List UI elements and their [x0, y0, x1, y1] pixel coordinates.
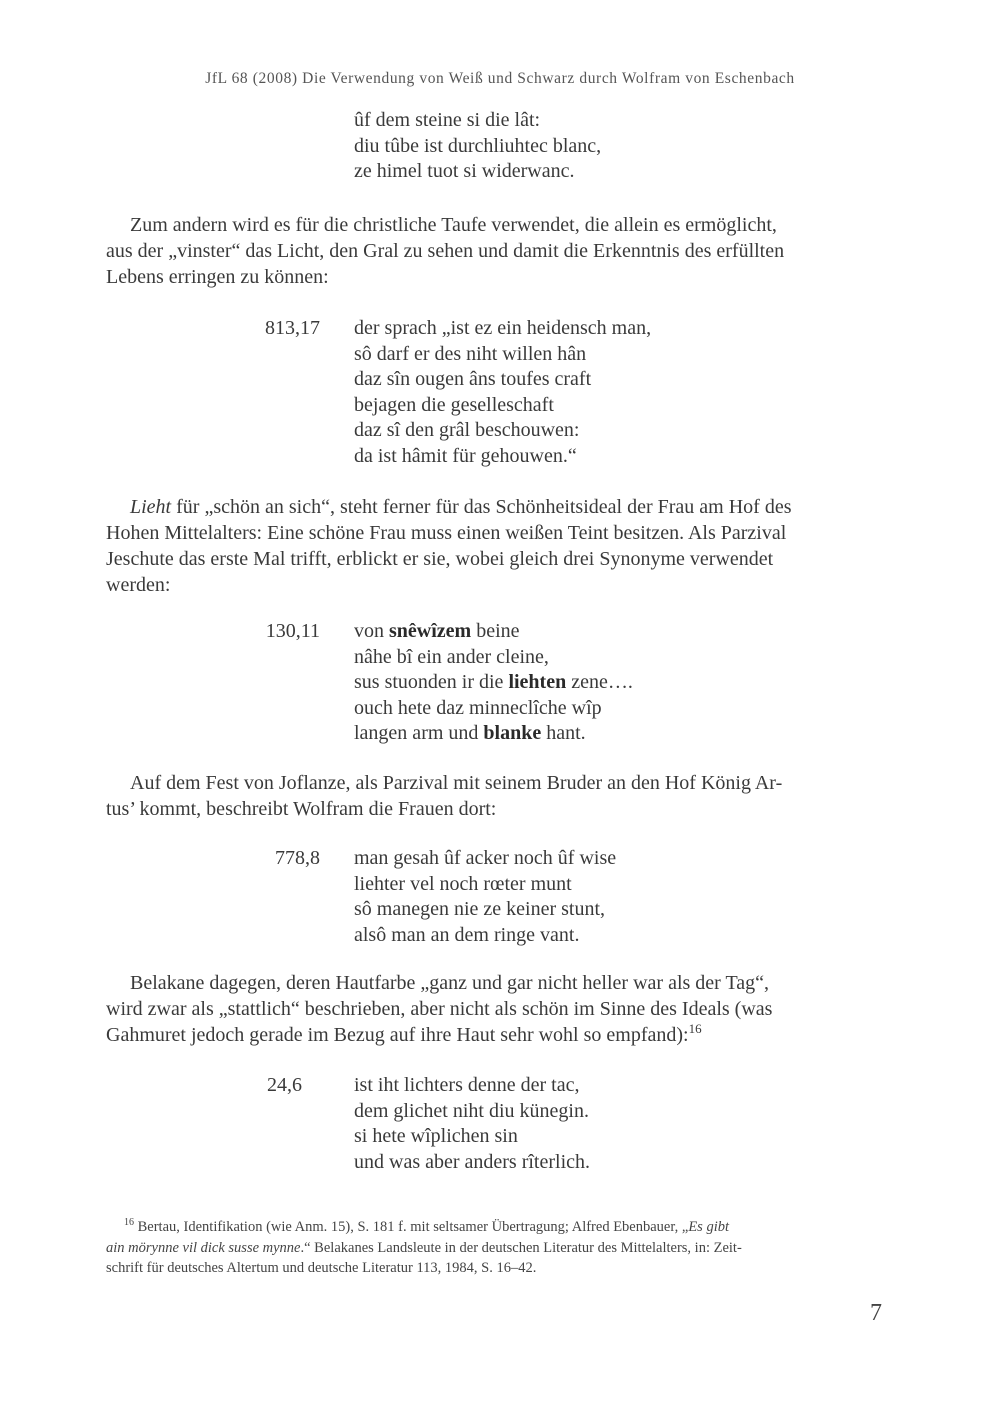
paragraph-line: Jeschute das erste Mal trifft, erblickt er sie, wobei gleich drei Synonyme verwendet [106, 548, 774, 570]
footnote-marker: 16 [688, 1021, 702, 1036]
verse-line: diu tûbe ist durchliuhtec blanc, [354, 134, 602, 157]
verse-line: langen arm und blanke hant. [354, 722, 586, 744]
verse-line: nâhe bî ein ander cleine, [354, 645, 549, 668]
paragraph-line: Gahmuret jedoch gerade im Bezug auf ihre Haut sehr wohl so empfand):$^{16}$ [106, 1021, 702, 1046]
verse-line: alsô man an dem ringe vant. [354, 923, 580, 946]
footnote-line: ain mörynne vil dick susse mynne.“ Belakanes Landsleute in der deutschen Literatur des Mittelalters, in: Zeit- [106, 1239, 742, 1256]
paragraph-line: Lebens erringen zu können: [106, 266, 329, 288]
verse-line: da ist hâmit für gehouwen.“ [354, 444, 577, 467]
verse-line: ze himel tuot si widerwanc. [354, 160, 575, 182]
footnote-16 [106, 1217, 881, 1279]
paragraph-joflanze [106, 770, 881, 822]
footnote-line: $^{16}$ Bertau, Identifikation (wie Anm. 15), S. 181 f. mit seltsamer Übertragung; Alfred Ebenbauer, „Es gibt [124, 1217, 729, 1235]
bold-keyword: liehten [508, 671, 567, 693]
paragraph-line: Belakane dagegen, deren Hautfarbe „ganz und gar nicht heller war als der Tag“, [130, 972, 770, 994]
emphasis-lieht: Lieht [130, 496, 172, 518]
paragraph-line: Auf dem Fest von Joflanze, als Parzival mit seinem Bruder an den Hof König Ar- [130, 772, 783, 794]
verse-line: sus stuonden ir die liehten zene…. [354, 671, 633, 693]
verse-block-continuation [354, 108, 601, 185]
verse-reference: 24,6 [267, 1074, 302, 1096]
footnote-line: schrift für deutsches Altertum und deutsche Literatur 113, 1984, S. 16–42. [106, 1260, 537, 1276]
paragraph-line: tus’ kommt, beschreibt Wolfram die Frauen dort: [106, 798, 497, 820]
verse-line: sô darf er des niht willen hân [354, 342, 587, 365]
verse-line: bejagen die geselleschaft [354, 393, 554, 416]
verse-block-24-6 [354, 1073, 590, 1175]
paragraph-line: Hohen Mittelalters: Eine schöne Frau muss einen weißen Teint besitzen. Als Parzival [106, 522, 787, 544]
bold-keyword: snêwîzem [389, 620, 472, 642]
verse-reference: 813,17 [265, 317, 320, 339]
verse-block-813-17 [354, 316, 651, 469]
verse-line: der sprach „ist ez ein heidensch man, [354, 317, 652, 339]
bold-keyword: blanke [483, 722, 542, 744]
paragraph-line: werden: [106, 574, 171, 596]
verse-line: ûf dem steine si die lât: [354, 109, 541, 131]
verse-line: daz sî den grâl beschouwen: [354, 419, 580, 441]
verse-reference: 778,8 [275, 847, 320, 869]
verse-block-778-8 [354, 846, 616, 948]
verse-line: ist iht lichters denne der tac, [354, 1074, 580, 1096]
paragraph-belakane [106, 970, 881, 1048]
page-number: 7 [870, 1300, 882, 1326]
verse-block-130-11 [354, 619, 633, 747]
verse-line: ouch hete daz minneclîche wîp [354, 696, 602, 719]
verse-reference: 130,11 [265, 620, 320, 642]
verse-line: und was aber anders rîterlich. [354, 1150, 591, 1173]
verse-line: liehter vel noch rœter munt [354, 872, 572, 895]
paragraph-baptism [106, 212, 881, 290]
running-head: JfL 68 (2008) Die Verwendung von Weiß und Schwarz durch Wolfram von Eschenbach [205, 70, 795, 87]
paragraph-line: aus der „vinster“ das Licht, den Gral zu sehen und damit die Erkenntnis des erfüllten [106, 240, 785, 262]
verse-line: daz sîn ougen âns toufes craft [354, 368, 592, 390]
paragraph-beauty-ideal [106, 494, 881, 598]
verse-line: si hete wîplichen sin [354, 1125, 518, 1147]
paragraph-line: Zum andern wird es für die christliche Taufe verwendet, die allein es ermöglicht, [130, 214, 777, 236]
verse-line: sô manegen nie ze keiner stunt, [354, 898, 606, 920]
paragraph-line: wird zwar als „stattlich“ beschrieben, aber nicht als schön im Sinne des Ideals (was [106, 998, 773, 1020]
verse-line: dem glichet niht diu künegin. [354, 1099, 589, 1122]
verse-line: man gesah ûf acker noch ûf wise [354, 847, 617, 869]
verse-line: von snêwîzem beine [354, 620, 520, 642]
footnote-number: 16 [124, 1217, 134, 1228]
paragraph-line: Lieht für „schön an sich“, steht ferner für das Schönheitsideal der Frau am Hof des [130, 496, 792, 518]
